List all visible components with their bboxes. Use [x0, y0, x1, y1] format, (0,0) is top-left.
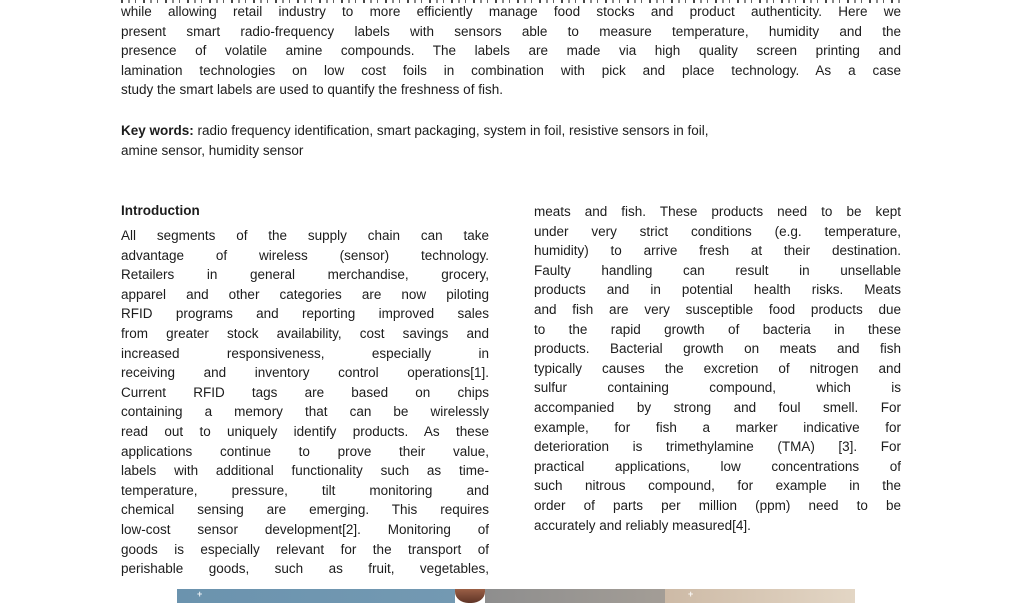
white-cross-mark: + [197, 589, 203, 599]
keywords-list-part1: radio frequency identification, smart packaging, system in foil, resistive sensors in foil, [193, 123, 709, 138]
text-line: study the smart labels are used to quantify the freshness of fish. [121, 82, 503, 98]
photo-brown-object-segment [455, 589, 485, 603]
keywords-line-2: amine sensor, humidity sensor [121, 142, 304, 158]
text-line: sulfur containing compound, which is [534, 380, 901, 396]
text-line: applications continue to prove their value, [121, 443, 489, 459]
text-line: All segments of the supply chain can take [121, 228, 489, 243]
text-line: example, for fish a marker indicative for [534, 419, 901, 435]
text-line: while allowing retail industry to more efficiently manage food stocks and product authenticity. Here we [121, 4, 901, 19]
body-left-column [121, 226, 489, 579]
text-line: accurately and reliably measured[4]. [534, 517, 751, 533]
figure-photo-strip [177, 589, 855, 603]
text-line: containing a memory that can be wirelessly [121, 404, 489, 420]
text-line: receiving and inventory control operations[1]. [121, 365, 489, 381]
text-line: increased responsiveness, especially in [121, 345, 489, 361]
text-line: apparel and other categories are now piloting [121, 286, 489, 302]
text-line: goods is especially relevant for the transport of [121, 541, 489, 557]
body-right-column [534, 202, 901, 535]
text-line: and fish are very susceptible food products due [534, 301, 901, 317]
text-line: from greater stock availability, cost savings and [121, 325, 489, 341]
photo-blue-water-segment [177, 589, 455, 603]
text-line: RFID programs and reporting improved sales [121, 306, 489, 322]
text-line: present smart radio-frequency labels with sensors able to measure temperature, humidity and the [121, 23, 901, 39]
text-line: presence of volatile amine compounds. The labels are made via high quality screen printing and [121, 43, 901, 59]
keywords-block [121, 121, 901, 160]
text-line: perishable goods, such as fruit, vegetables, [121, 561, 489, 577]
text-line: low-cost sensor development[2]. Monitoring of [121, 521, 489, 537]
text-line: advantage of wireless (sensor) technology. [121, 247, 489, 263]
text-line: chemical sensing are emerging. This requires [121, 502, 489, 518]
white-cross-mark: + [688, 589, 694, 599]
text-line: order of parts per million (ppm) need to be [534, 497, 901, 513]
text-line: meats and fish. These products need to be kept [534, 204, 901, 219]
keywords-line-1 [121, 121, 901, 141]
text-line: to the rapid growth of bacteria in these [534, 321, 901, 337]
text-line: Current RFID tags are based on chips [121, 384, 489, 400]
text-line: under very strict conditions (e.g. temperature, [534, 223, 901, 239]
text-line: accompanied by strong and foul smell. For [534, 399, 901, 415]
text-line: such nitrous compound, for example in the [534, 478, 901, 494]
text-line: products and in potential health risks. Meats [534, 282, 901, 298]
text-line: Retailers in general merchandise, grocery, [121, 267, 489, 283]
text-line: lamination technologies on low cost foils in combination with pick and place technology. As a case [121, 62, 901, 78]
text-line: temperature, pressure, tilt monitoring and [121, 482, 489, 498]
text-line: products. Bacterial growth on meats and fish [534, 341, 901, 357]
abstract-paragraph [121, 2, 901, 100]
text-line: humidity) to arrive fresh at their destination. [534, 243, 901, 259]
section-heading-introduction: Introduction [121, 203, 200, 218]
text-line: practical applications, low concentrations of [534, 458, 901, 474]
text-line: Faulty handling can result in unsellable [534, 262, 901, 278]
keywords-label: Key words: [121, 123, 194, 138]
text-line: read out to uniquely identify products. As these [121, 423, 489, 439]
text-line: labels with additional functionality such as time- [121, 463, 489, 479]
photo-beige-segment [665, 589, 855, 603]
text-line: typically causes the excretion of nitrogen and [534, 360, 901, 376]
photo-grey-segment [485, 589, 665, 603]
text-line: deterioration is trimethylamine (TMA) [3]. For [534, 439, 901, 455]
